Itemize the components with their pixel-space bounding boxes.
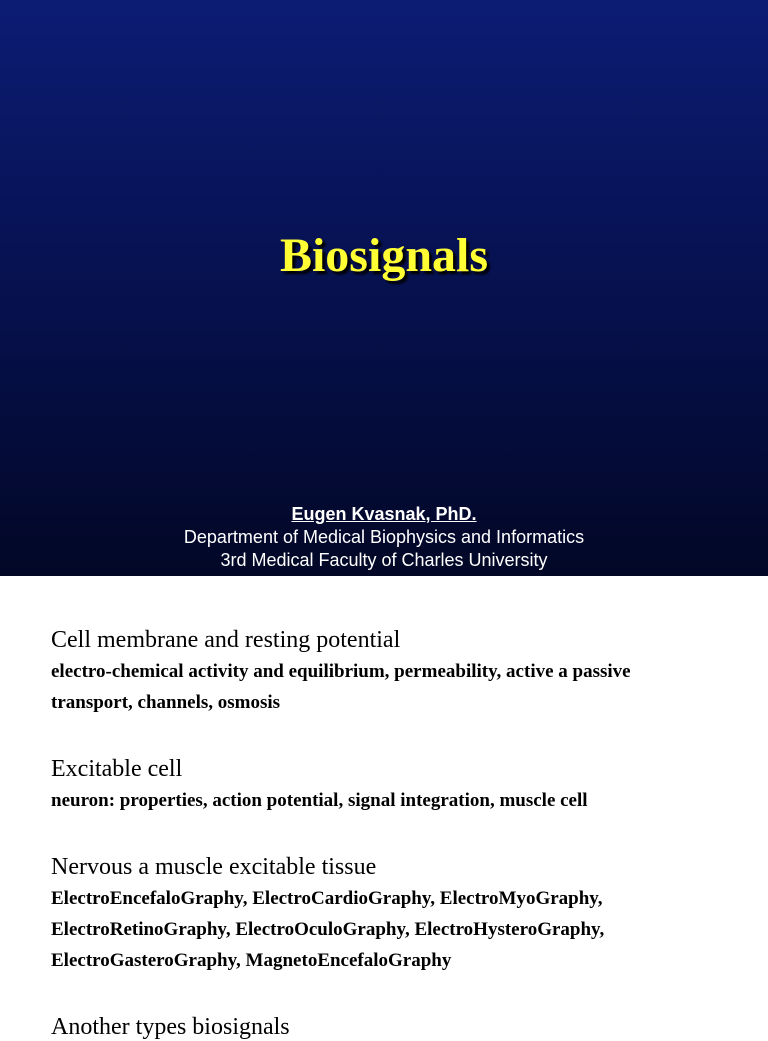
section-another-types bbox=[51, 1013, 741, 1041]
faculty-line: 3rd Medical Faculty of Charles University bbox=[220, 550, 548, 570]
section-heading: Cell membrane and resting potential bbox=[51, 627, 401, 653]
section-line: electro-chemical activity and equilibrium, permeability, active a passive bbox=[51, 661, 631, 682]
section-body bbox=[51, 785, 741, 816]
section-heading: Excitable cell bbox=[51, 756, 183, 782]
section-heading: Nervous a muscle excitable tissue bbox=[51, 854, 377, 880]
section-excitable-cell bbox=[51, 755, 741, 816]
section-nervous-muscle bbox=[51, 853, 741, 976]
section-line: ElectroGasteroGraphy, MagnetoEncefaloGraphy bbox=[51, 950, 452, 971]
section-heading: Another types biosignals bbox=[51, 1014, 290, 1040]
section-body bbox=[51, 883, 741, 976]
section-line: ElectroRetinoGraphy, ElectroOculoGraphy, ElectroHysteroGraphy, bbox=[51, 919, 605, 940]
author-name: Eugen Kvasnak, PhD. bbox=[291, 504, 477, 524]
author-block bbox=[0, 503, 768, 572]
department-line: Department of Medical Biophysics and Informatics bbox=[183, 527, 585, 547]
section-line: transport, channels, osmosis bbox=[51, 692, 281, 713]
section-line: ElectroEncefaloGraphy, ElectroCardioGraphy, ElectroMyoGraphy, bbox=[51, 888, 603, 909]
section-body bbox=[51, 656, 741, 718]
section-cell-membrane bbox=[51, 626, 741, 718]
content-slide bbox=[0, 576, 768, 1040]
section-line: neuron: properties, action potential, signal integration, muscle cell bbox=[51, 790, 588, 811]
slide-title: Biosignals bbox=[279, 229, 489, 282]
